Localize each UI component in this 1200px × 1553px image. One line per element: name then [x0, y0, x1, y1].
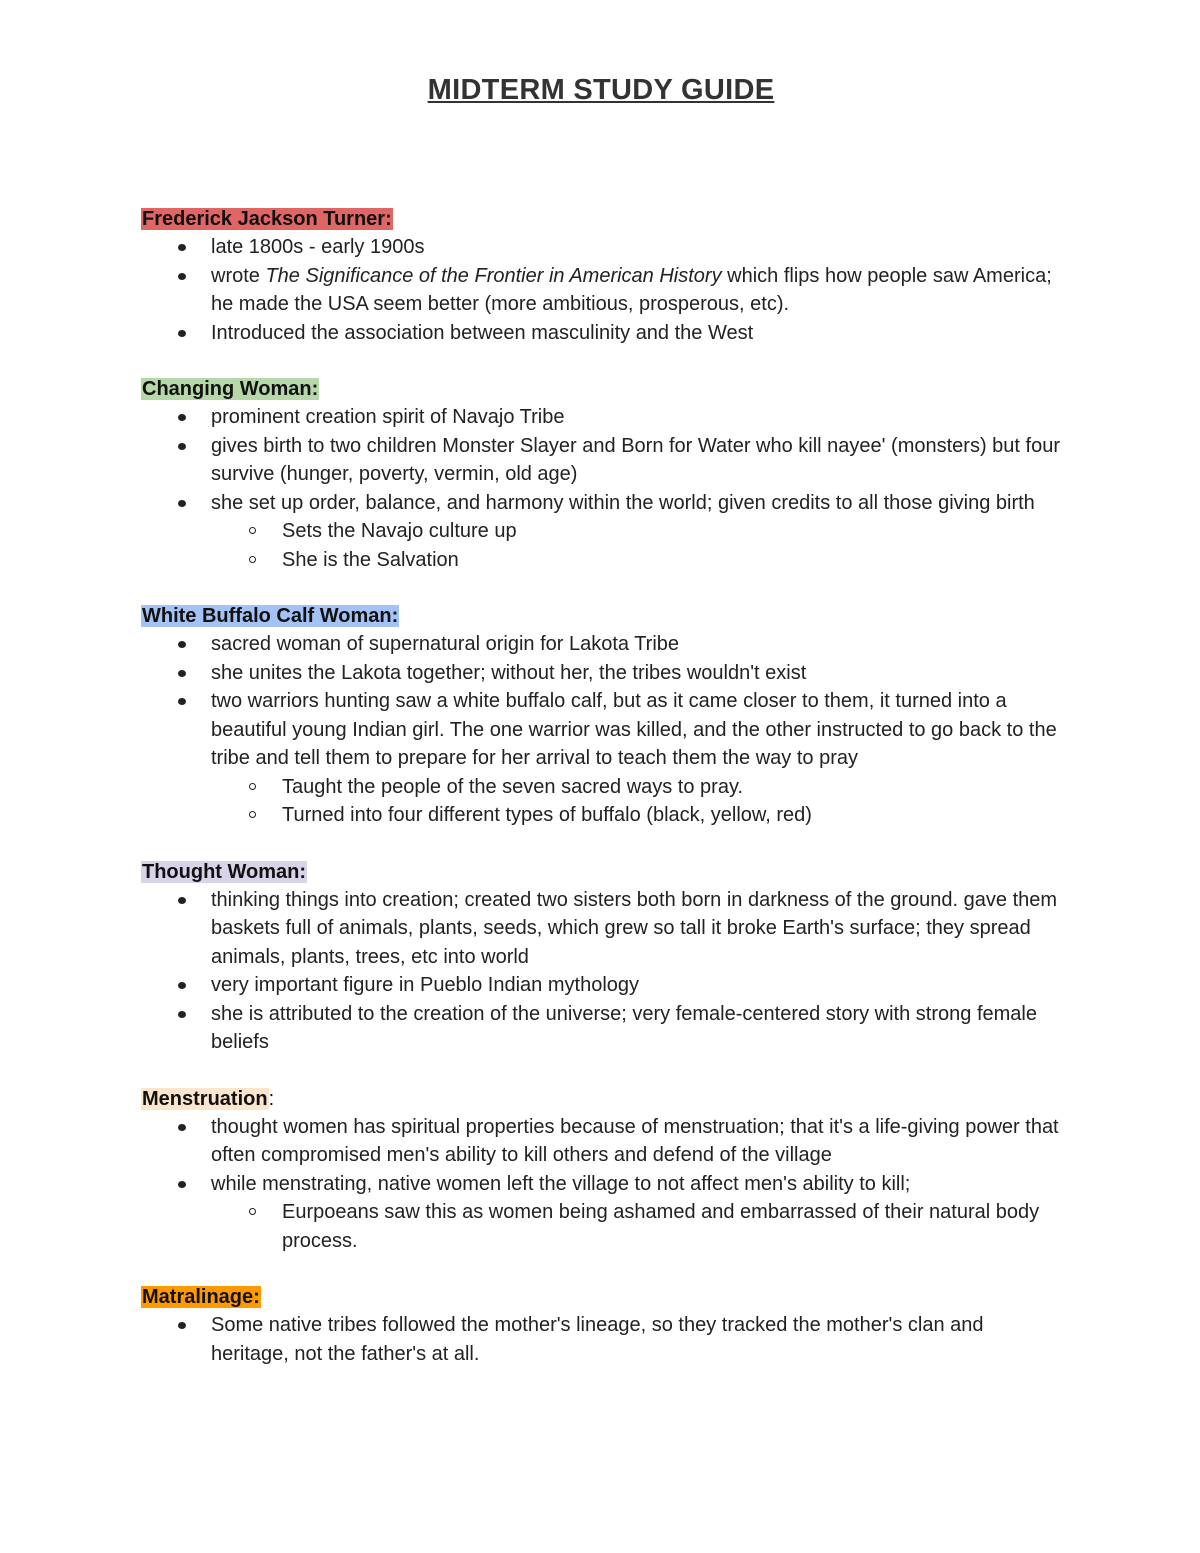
- bullet-list: [141, 233, 1061, 347]
- filled-bullet-icon: [178, 1181, 186, 1188]
- list-item: two warriors hunting saw a white buffalo calf, but as it came closer to them, it turned into a beautiful young Indian girl. The one warrior was killed, and the other instructed to go back to the tribe and tell them to prepare for her arrival to teach them the way to pray: [141, 687, 1061, 773]
- filled-bullet-icon: [178, 698, 186, 705]
- book-title: The Significance of the Frontier in American History: [265, 264, 722, 287]
- sub-list-item: Taught the people of the seven sacred ways to pray.: [141, 773, 1061, 802]
- hollow-bullet-icon: [249, 556, 256, 563]
- filled-bullet-icon: [178, 897, 186, 904]
- section-heading: [141, 375, 1061, 403]
- sub-list-item: Eurpoeans saw this as women being ashamed and embarrassed of their natural body process.: [141, 1198, 1061, 1255]
- bullet-list: [141, 630, 1061, 773]
- filled-bullet-icon: [178, 1124, 186, 1131]
- filled-bullet-icon: [178, 500, 186, 507]
- highlighted-heading-text: Changing Woman:: [142, 378, 319, 400]
- filled-bullet-icon: [178, 414, 186, 421]
- section-matralinage: [141, 1283, 1061, 1368]
- filled-bullet-icon: [178, 982, 186, 989]
- list-item: Introduced the association between masculinity and the West: [141, 319, 1061, 348]
- bullet-list: [141, 1311, 1061, 1368]
- list-item: wrote The Significance of the Frontier in American History which flips how people saw America; he made the USA seem better (more ambitious, prosperous, etc).: [141, 262, 1061, 319]
- section-thought-woman: [141, 858, 1061, 1057]
- document-title: MIDTERM STUDY GUIDE: [427, 74, 775, 106]
- section-frederick-jackson-turner: [141, 205, 1061, 347]
- section-heading: [141, 602, 1061, 630]
- filled-bullet-icon: [178, 244, 186, 251]
- list-item: she unites the Lakota together; without her, the tribes wouldn't exist: [141, 659, 1061, 688]
- list-item: thought women has spiritual properties because of menstruation; that it's a life-giving power that often compromised men's ability to kill others and defend of the village: [141, 1113, 1061, 1170]
- filled-bullet-icon: [178, 1011, 186, 1018]
- filled-bullet-icon: [178, 641, 186, 648]
- sub-bullet-list: [141, 1198, 1061, 1255]
- highlighted-heading-text: Matralinage:: [142, 1286, 260, 1308]
- list-item: thinking things into creation; created two sisters both born in darkness of the ground. gave them baskets full of animals, plants, seeds, which grew so tall it broke Earth's surface; they spread animals, plants, trees, etc into world: [141, 886, 1061, 972]
- list-item: while menstrating, native women left the village to not affect men's ability to kill;: [141, 1170, 1061, 1199]
- section-heading: [141, 1283, 1061, 1311]
- sub-list-item: Turned into four different types of buffalo (black, yellow, red): [141, 801, 1061, 830]
- section-heading: [141, 1085, 1061, 1113]
- filled-bullet-icon: [178, 330, 186, 337]
- section-white-buffalo-calf-woman: [141, 602, 1061, 830]
- list-item: sacred woman of supernatural origin for Lakota Tribe: [141, 630, 1061, 659]
- section-heading: [141, 205, 1061, 233]
- list-item: prominent creation spirit of Navajo Tribe: [141, 403, 1061, 432]
- list-item: very important figure in Pueblo Indian mythology: [141, 971, 1061, 1000]
- filled-bullet-icon: [178, 1322, 186, 1329]
- hollow-bullet-icon: [249, 527, 256, 534]
- document-page: [141, 70, 1061, 1396]
- section-heading: [141, 858, 1061, 886]
- section-changing-woman: [141, 375, 1061, 574]
- filled-bullet-icon: [178, 443, 186, 450]
- highlighted-heading-text: Menstruation: [142, 1087, 268, 1110]
- highlighted-heading-text: Thought Woman:: [142, 860, 307, 883]
- sub-list-item: She is the Salvation: [141, 546, 1061, 575]
- section-menstruation: [141, 1085, 1061, 1256]
- bullet-list: [141, 1113, 1061, 1199]
- highlighted-heading-text: Frederick Jackson Turner:: [142, 208, 392, 230]
- hollow-bullet-icon: [249, 783, 256, 790]
- list-item: gives birth to two children Monster Slayer and Born for Water who kill nayee' (monsters) but four survive (hunger, poverty, vermin, old age): [141, 432, 1061, 489]
- list-item: she set up order, balance, and harmony within the world; given credits to all those giving birth: [141, 489, 1061, 518]
- hollow-bullet-icon: [249, 1208, 256, 1215]
- bullet-list: [141, 403, 1061, 517]
- list-item: she is attributed to the creation of the universe; very female-centered story with strong female beliefs: [141, 1000, 1061, 1057]
- heading-colon: :: [268, 1087, 275, 1110]
- hollow-bullet-icon: [249, 811, 256, 818]
- filled-bullet-icon: [178, 670, 186, 677]
- highlighted-heading-text: White Buffalo Calf Woman:: [142, 605, 399, 627]
- sub-bullet-list: [141, 517, 1061, 574]
- list-item: Some native tribes followed the mother's lineage, so they tracked the mother's clan and heritage, not the father's at all.: [141, 1311, 1061, 1368]
- filled-bullet-icon: [178, 273, 186, 280]
- sub-list-item: Sets the Navajo culture up: [141, 517, 1061, 546]
- sub-bullet-list: [141, 773, 1061, 830]
- list-item: late 1800s - early 1900s: [141, 233, 1061, 262]
- bullet-list: [141, 886, 1061, 1057]
